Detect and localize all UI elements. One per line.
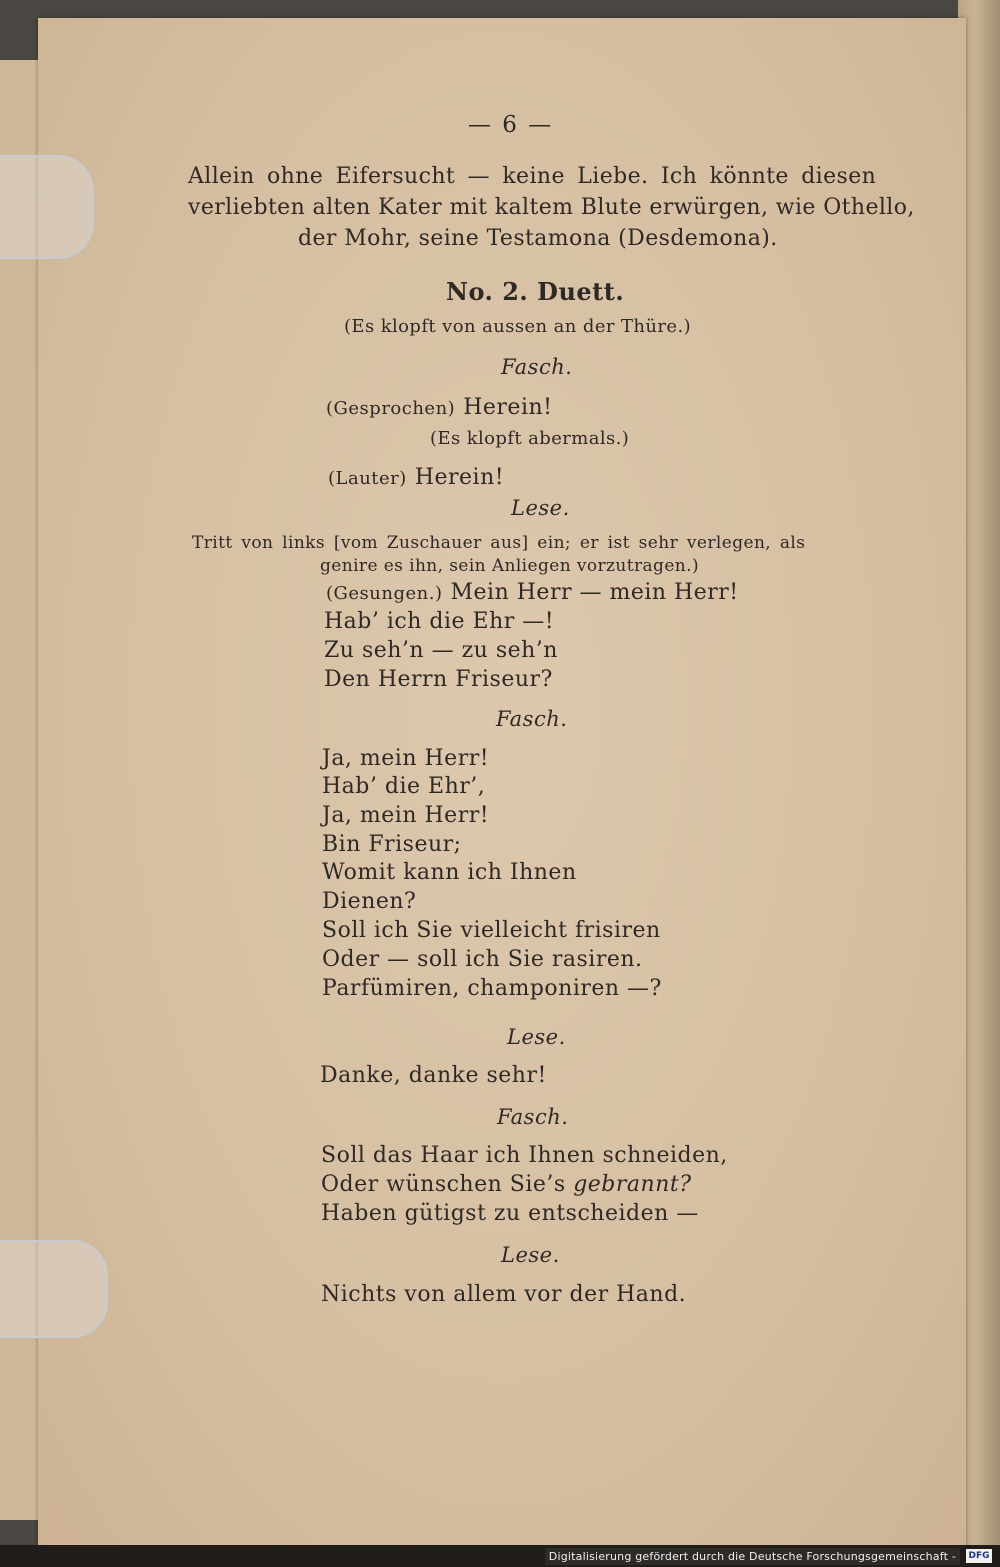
verse-line: Ja, mein Herr! — [322, 803, 490, 828]
line-prefix: (Lauter) — [328, 468, 407, 489]
prose-line: verliebten alten Kater mit kaltem Blute erwürgen, wie Othello, — [188, 195, 915, 220]
speaker-name: Fasch. — [501, 355, 573, 379]
verse-line: Zu seh’n — zu seh’n — [324, 638, 558, 663]
speaker-name: Fasch. — [497, 1105, 569, 1129]
stage-direction: genire es ihn, sein Anliegen vorzutragen.) — [320, 556, 699, 576]
line-text: Oder wünschen Sie’s — [321, 1172, 566, 1197]
verse-line — [328, 465, 504, 490]
verse-line: Dienen? — [322, 889, 417, 914]
verse-line — [326, 580, 739, 605]
page-clip-bottom — [0, 1240, 108, 1338]
verse-line: Ja, mein Herr! — [322, 746, 490, 771]
verse-line: Den Herrn Friseur? — [324, 667, 553, 692]
verse-line: Hab’ die Ehr’, — [322, 774, 486, 799]
page-clip-top — [0, 155, 94, 259]
stage-direction: Tritt von links [vom Zuschauer aus] ein; er ist sehr verlegen, als — [192, 533, 806, 553]
speaker-name: Lese. — [511, 496, 570, 520]
line-prefix: (Gesprochen) — [326, 398, 456, 419]
verse-line: Hab’ ich die Ehr —! — [324, 609, 555, 634]
line-text: Mein Herr — mein Herr! — [450, 580, 739, 605]
verse-line: Soll das Haar ich Ihnen schneiden, — [321, 1143, 728, 1168]
speaker-name: Lese. — [507, 1025, 566, 1049]
dfg-logo: DFG — [966, 1549, 992, 1563]
line-prefix: (Gesungen.) — [326, 583, 443, 604]
speaker-name: Lese. — [501, 1243, 560, 1267]
stage-direction: (Es klopft abermals.) — [430, 428, 630, 449]
page-number: — 6 — — [468, 112, 554, 138]
section-heading: No. 2. Duett. — [446, 277, 625, 306]
line-text: Herein! — [414, 465, 505, 490]
verse-line: Nichts von allem vor der Hand. — [321, 1282, 687, 1307]
verse-line: Haben gütigst zu entscheiden — — [321, 1201, 699, 1226]
verse-line: Parfümiren, champoniren —? — [322, 976, 662, 1001]
verse-line: Womit kann ich Ihnen — [322, 860, 577, 885]
line-emphasis: gebrannt? — [573, 1172, 692, 1197]
speaker-name: Fasch. — [496, 707, 568, 731]
verse-line — [326, 395, 553, 420]
verse-line: Oder — soll ich Sie rasiren. — [322, 947, 643, 972]
line-text: Herein! — [463, 395, 553, 420]
prose-line: Allein ohne Eifersucht — keine Liebe. Ich könnte diesen — [188, 164, 877, 189]
verse-line — [321, 1172, 692, 1197]
prose-line: der Mohr, seine Testamona (Desdemona). — [298, 226, 778, 251]
verse-line: Soll ich Sie vielleicht frisiren — [322, 918, 661, 943]
verse-line: Bin Friseur; — [322, 832, 462, 857]
stage-direction: (Es klopft von aussen an der Thüre.) — [344, 316, 691, 337]
digitization-credit: Digitalisierung gefördert durch die Deutsche Forschungsgemeinschaft - — [545, 1548, 960, 1565]
verse-line: Danke, danke sehr! — [320, 1063, 547, 1088]
